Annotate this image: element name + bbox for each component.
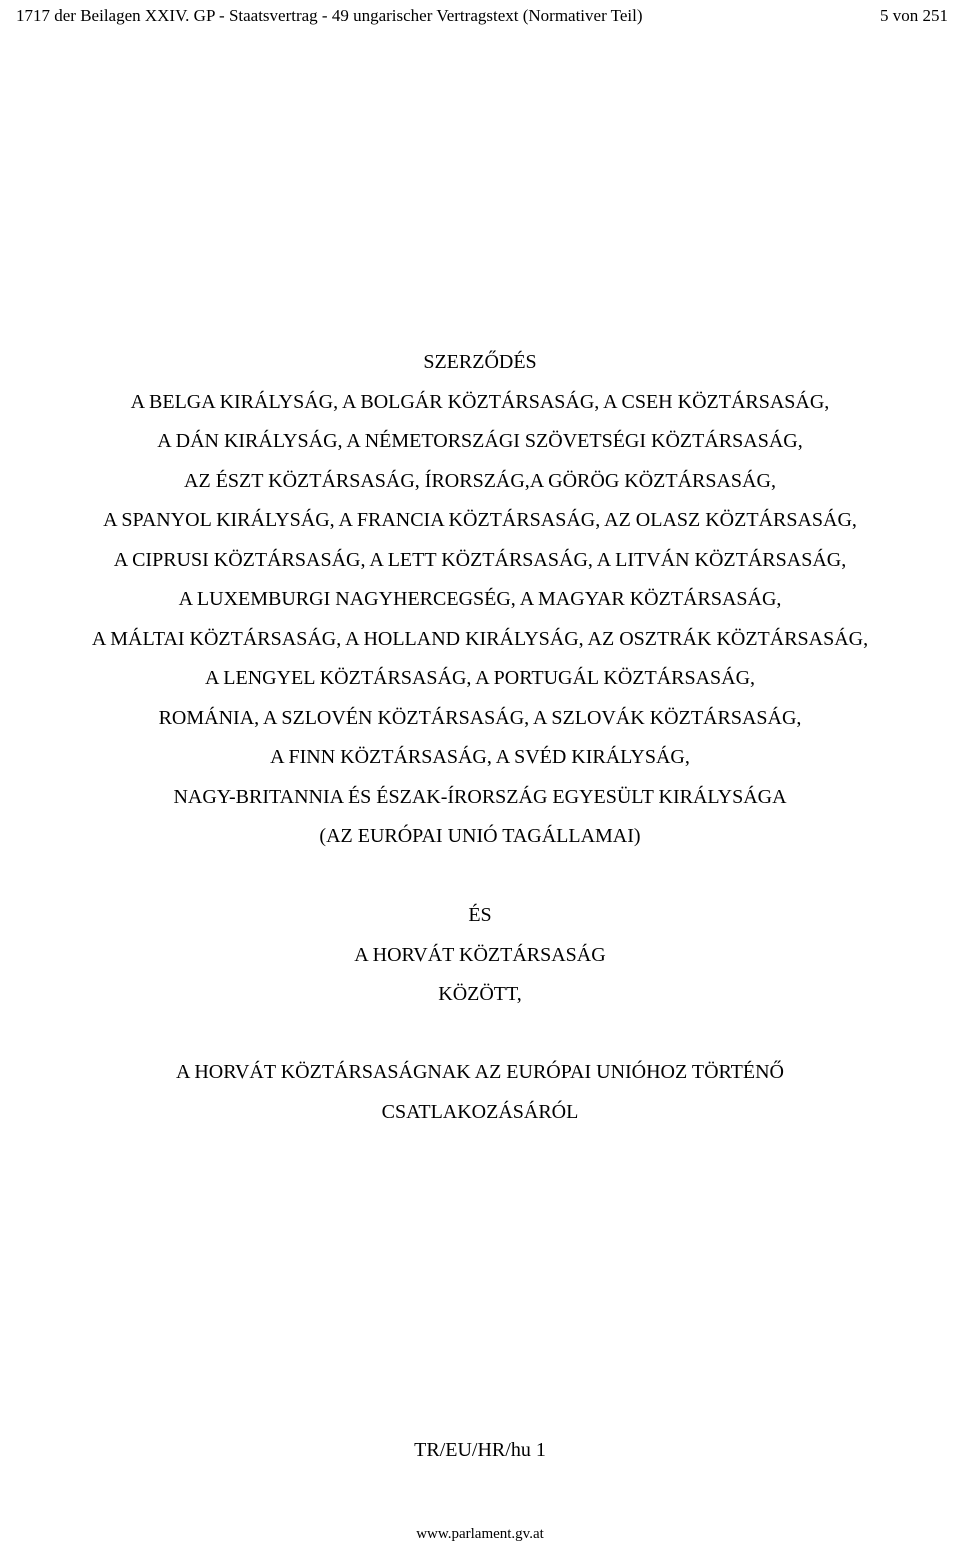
party-line: A BELGA KIRÁLYSÁG, A BOLGÁR KÖZTÁRSASÁG, A CSEH KÖZTÁRSASÁG, xyxy=(130,390,830,413)
treaty-title: SZERZŐDÉS xyxy=(423,351,537,373)
party-group-note: (AZ EURÓPAI UNIÓ TAGÁLLAMAI) xyxy=(319,825,641,847)
between-line: KÖZÖTT, xyxy=(438,983,522,1005)
treaty-parties-block xyxy=(0,343,960,857)
subject-line: CSATLAKOZÁSÁRÓL xyxy=(381,1100,579,1123)
header-page-number: 5 von 251 xyxy=(880,6,948,25)
acceding-party-block xyxy=(0,896,960,1015)
party-line: A CIPRUSI KÖZTÁRSASÁG, A LETT KÖZTÁRSASÁG, A LITVÁN KÖZTÁRSASÁG, xyxy=(113,548,847,571)
header-document-reference: 1717 der Beilagen XXIV. GP - Staatsvertrag - 49 ungarischer Vertragstext (Normativer Teil) xyxy=(16,6,643,25)
document-code: TR/EU/HR/hu 1 xyxy=(414,1439,546,1461)
conjunction-line: ÉS xyxy=(468,904,492,926)
party-line: A LENGYEL KÖZTÁRSASÁG, A PORTUGÁL KÖZTÁRSASÁG, xyxy=(204,667,756,689)
page-header xyxy=(0,6,960,30)
party-line: ROMÁNIA, A SZLOVÉN KÖZTÁRSASÁG, A SZLOVÁK KÖZTÁRSASÁG, xyxy=(158,706,802,729)
subject-line: A HORVÁT KÖZTÁRSASÁGNAK AZ EURÓPAI UNIÓHOZ TÖRTÉNŐ xyxy=(176,1061,784,1083)
footer-url: www.parlament.gv.at xyxy=(416,1526,544,1542)
party-line: AZ ÉSZT KÖZTÁRSASÁG, ÍRORSZÁG,A GÖRÖG KÖZTÁRSASÁG, xyxy=(184,469,776,492)
party-line: A DÁN KIRÁLYSÁG, A NÉMETORSZÁGI SZÖVETSÉGI KÖZTÁRSASÁG, xyxy=(157,430,803,452)
party-line: A MÁLTAI KÖZTÁRSASÁG, A HOLLAND KIRÁLYSÁG, AZ OSZTRÁK KÖZTÁRSASÁG, xyxy=(91,627,869,650)
party-line: A FINN KÖZTÁRSASÁG, A SVÉD KIRÁLYSÁG, xyxy=(270,746,690,768)
party-line: NAGY-BRITANNIA ÉS ÉSZAK-ÍRORSZÁG EGYESÜLT KIRÁLYSÁGA xyxy=(173,785,787,808)
party-line: A SPANYOL KIRÁLYSÁG, A FRANCIA KÖZTÁRSASÁG, AZ OLASZ KÖZTÁRSASÁG, xyxy=(103,509,857,531)
party-line: A LUXEMBURGI NAGYHERCEGSÉG, A MAGYAR KÖZTÁRSASÁG, xyxy=(178,588,782,610)
acceding-party-line: A HORVÁT KÖZTÁRSASÁG xyxy=(354,943,606,966)
treaty-subject-block xyxy=(0,1053,960,1132)
